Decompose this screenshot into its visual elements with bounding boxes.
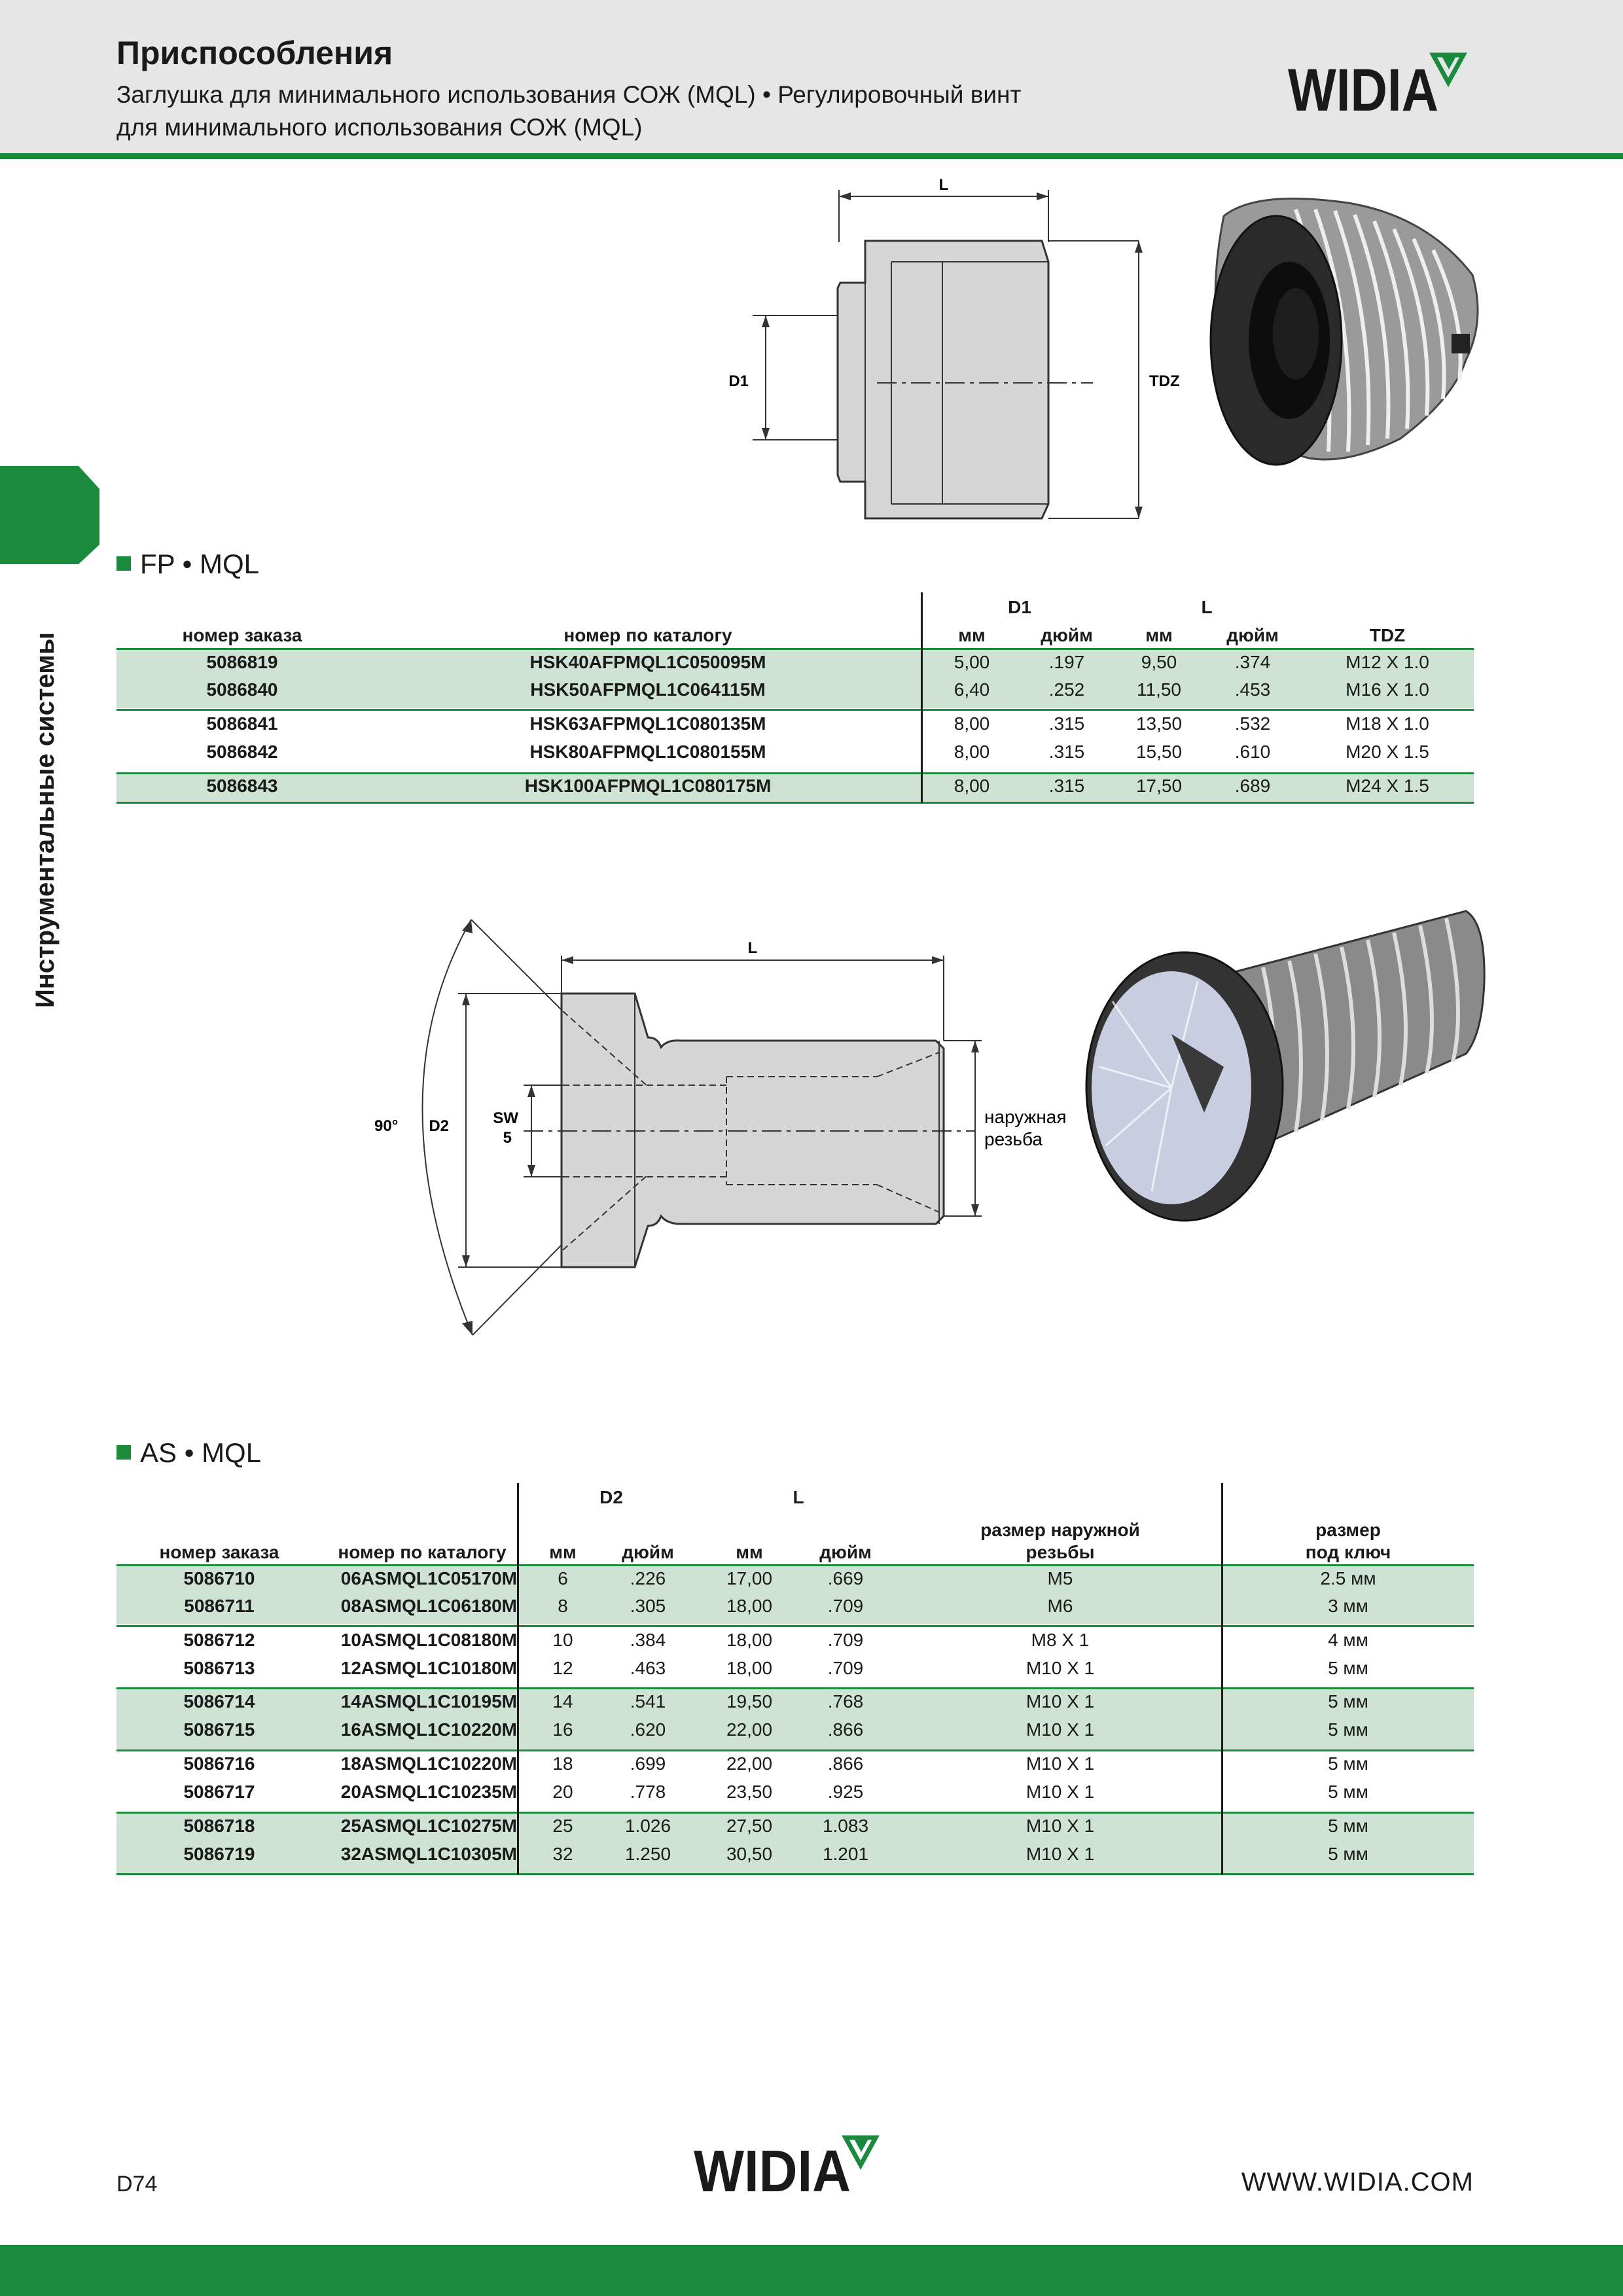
value: 18,00 [726, 1630, 773, 1650]
value: .689 [1234, 776, 1271, 796]
catalog-number: 25ASMQL1C10275M [340, 1816, 517, 1836]
table2-header-thread-2: резьбы [1026, 1542, 1095, 1562]
table2-header: мм [549, 1542, 577, 1562]
order-number: 5086719 [183, 1844, 255, 1864]
value: 5 мм [1328, 1753, 1368, 1774]
order-number: 5086711 [184, 1596, 255, 1616]
catalog-number: 18ASMQL1C10220M [340, 1753, 517, 1774]
value: 5 мм [1328, 1844, 1368, 1864]
dim-label-D2: D2 [429, 1117, 449, 1135]
dim-label-D1: D1 [728, 372, 749, 390]
side-label: Инструментальные системы [31, 632, 60, 1008]
catalog-number: 12ASMQL1C10180M [340, 1658, 517, 1678]
table2-vertical-rule [517, 1483, 519, 1874]
value: .709 [827, 1596, 864, 1616]
value: 10 [552, 1630, 573, 1650]
screw-render-image [1086, 911, 1484, 1221]
table1-header: номер заказа [182, 625, 302, 645]
dim-label-angle: 90° [374, 1117, 399, 1135]
table1-title: FP • MQL [116, 548, 259, 580]
dim-label-L: L [747, 939, 758, 957]
table2-rule-bottom [116, 1873, 1474, 1875]
catalog-number: 08ASMQL1C06180M [340, 1596, 517, 1616]
table2-group-L: L [793, 1487, 804, 1507]
table2-header: мм [736, 1542, 763, 1562]
value: 8,00 [954, 742, 990, 762]
value: 8 [558, 1596, 568, 1616]
value: 12 [552, 1658, 573, 1678]
value: .709 [827, 1658, 864, 1678]
table2-rule-top [116, 1564, 1474, 1566]
table2-vertical-rule [1221, 1483, 1223, 1874]
order-number: 5086842 [206, 742, 278, 762]
value: .925 [827, 1782, 864, 1802]
section-square-icon [116, 556, 131, 571]
catalog-number: HSK63AFPMQL1C080135M [529, 713, 766, 734]
value: .778 [630, 1782, 666, 1802]
table1-vertical-rule [921, 592, 923, 803]
value: .226 [630, 1568, 666, 1588]
catalog-number: HSK40AFPMQL1C050095M [529, 652, 766, 672]
screw-drawing [327, 897, 1486, 1355]
order-number: 5086715 [183, 1719, 255, 1740]
value: .709 [827, 1630, 864, 1650]
value: 14 [552, 1691, 573, 1712]
value: 11,50 [1137, 679, 1181, 700]
value: .610 [1234, 742, 1271, 762]
value: 17,50 [1135, 776, 1183, 796]
value: .315 [1048, 713, 1085, 734]
value: 30,50 [726, 1844, 773, 1864]
footer-bar [0, 2245, 1623, 2296]
value: 9,50 [1141, 652, 1177, 672]
catalog-number: 10ASMQL1C08180M [340, 1630, 517, 1650]
dim-label-SW: SW [493, 1109, 518, 1127]
value: 5 мм [1328, 1658, 1368, 1678]
logo-text: WIDIA [1288, 57, 1438, 120]
catalog-number: 14ASMQL1C10195M [340, 1691, 517, 1712]
value: .197 [1048, 652, 1085, 672]
value: 1.250 [624, 1844, 671, 1864]
value: 23,50 [726, 1782, 773, 1802]
value: .669 [827, 1568, 864, 1588]
catalog-number: 20ASMQL1C10235M [340, 1782, 517, 1802]
table2-group-D2: D2 [599, 1487, 623, 1507]
widia-logo [1288, 42, 1484, 120]
value: 17,00 [726, 1568, 773, 1588]
table2-rule [116, 1749, 1474, 1751]
value: 18 [552, 1753, 573, 1774]
value: .315 [1048, 742, 1085, 762]
value: 15,50 [1135, 742, 1183, 762]
value: M20 X 1.5 [1346, 742, 1429, 762]
value: 19,50 [726, 1691, 773, 1712]
value: 8,00 [954, 713, 990, 734]
order-number: 5086717 [183, 1782, 255, 1802]
value: M12 X 1.0 [1346, 652, 1429, 672]
value: .315 [1048, 776, 1085, 796]
value: M10 X 1 [1026, 1782, 1095, 1802]
section-square-icon [116, 1445, 131, 1460]
dim-label-SW-value: 5 [503, 1129, 512, 1147]
order-number: 5086710 [183, 1568, 255, 1588]
catalog-number: HSK50AFPMQL1C064115M [530, 679, 766, 700]
value: .768 [827, 1691, 864, 1712]
value: .384 [630, 1630, 666, 1650]
table1-header: дюйм [1226, 625, 1279, 645]
value: 2.5 мм [1320, 1568, 1376, 1588]
value: 1.201 [822, 1844, 869, 1864]
value: .453 [1234, 679, 1271, 700]
value: M10 X 1 [1026, 1844, 1095, 1864]
table2-header: номер по каталогу [338, 1542, 507, 1562]
table2-rule [116, 1687, 1474, 1689]
value: 25 [552, 1816, 573, 1836]
plug-drawing [720, 164, 1492, 530]
value: 1.026 [624, 1816, 671, 1836]
value: 22,00 [726, 1753, 773, 1774]
value: M24 X 1.5 [1346, 776, 1429, 796]
value: 4 мм [1328, 1630, 1368, 1650]
plug-render-image [1211, 198, 1478, 465]
dim-label-thread-2: резьба [984, 1129, 1043, 1149]
table2-header: дюйм [622, 1542, 674, 1562]
dim-label-thread-1: наружная [984, 1107, 1067, 1127]
order-number: 5086819 [206, 652, 278, 672]
catalog-number: 16ASMQL1C10220M [340, 1719, 517, 1740]
value: 1.083 [822, 1816, 869, 1836]
subtitle-line-1: Заглушка для минимального использования СОЖ (MQL) • Регулировочный винт [116, 81, 1022, 108]
catalog-number: HSK100AFPMQL1C080175M [524, 776, 772, 796]
table1-header: мм [958, 625, 986, 645]
value: 3 мм [1328, 1596, 1368, 1616]
value: 20 [552, 1782, 573, 1802]
value: 32 [552, 1844, 573, 1864]
value: 16 [552, 1719, 573, 1740]
value: 13,50 [1135, 713, 1183, 734]
table2-rule [116, 1625, 1474, 1627]
value: 18,00 [726, 1596, 773, 1616]
value: M6 [1047, 1596, 1073, 1616]
table2-title: AS • MQL [116, 1437, 261, 1469]
page-number: D74 [116, 2172, 158, 2197]
value: 8,00 [954, 776, 990, 796]
footer-widia-logo [694, 2127, 903, 2199]
value: 27,50 [726, 1816, 773, 1836]
value: 5 мм [1328, 1719, 1368, 1740]
subtitle-line-2: для минимального использования СОЖ (MQL) [116, 114, 643, 141]
value: .374 [1234, 652, 1271, 672]
table2-header-thread-1: размер наружной [980, 1520, 1140, 1540]
value: M18 X 1.0 [1346, 713, 1429, 734]
page-subtitle [116, 79, 1021, 144]
order-number: 5086841 [206, 713, 278, 734]
order-number: 5086840 [206, 679, 278, 700]
value: 6 [558, 1568, 568, 1588]
table1-group-L: L [1201, 597, 1213, 617]
value: .463 [630, 1658, 666, 1678]
website-link[interactable]: WWW.WIDIA.COM [1241, 2168, 1474, 2197]
value: .532 [1234, 713, 1271, 734]
value: M16 X 1.0 [1346, 679, 1429, 700]
table1-header: TDZ [1369, 625, 1406, 645]
order-number: 5086843 [206, 776, 278, 796]
table2-header-key-2: под ключ [1305, 1542, 1391, 1562]
order-number: 5086713 [183, 1658, 255, 1678]
value: .252 [1048, 679, 1085, 700]
table1-header: номер по каталогу [563, 625, 732, 645]
value: 5 мм [1328, 1782, 1368, 1802]
footer-logo-text: WIDIA [694, 2139, 851, 2199]
value: 5 мм [1328, 1816, 1368, 1836]
order-number: 5086716 [183, 1753, 255, 1774]
side-tab [0, 466, 99, 564]
page-title: Приспособления [116, 35, 393, 71]
table1-rule-2 [116, 772, 1474, 774]
table2-header-key-1: размер [1315, 1520, 1381, 1540]
value: M10 X 1 [1026, 1658, 1095, 1678]
value: M10 X 1 [1026, 1753, 1095, 1774]
table2-header: дюйм [819, 1542, 872, 1562]
value: 18,00 [726, 1658, 773, 1678]
value: M5 [1047, 1568, 1073, 1588]
order-number: 5086718 [183, 1816, 255, 1836]
value: .305 [630, 1596, 666, 1616]
value: .541 [630, 1691, 666, 1712]
catalog-number: 06ASMQL1C05170M [340, 1568, 517, 1588]
table1-header: дюйм [1041, 625, 1093, 645]
value: .620 [630, 1719, 666, 1740]
catalog-number: 32ASMQL1C10305M [340, 1844, 517, 1864]
table2-header: номер заказа [159, 1542, 279, 1562]
value: M10 X 1 [1026, 1816, 1095, 1836]
dim-label-TDZ: TDZ [1149, 372, 1180, 390]
value: 22,00 [726, 1719, 773, 1740]
value: .699 [630, 1753, 666, 1774]
table1-rule-top [116, 648, 1474, 650]
value: 5,00 [954, 652, 990, 672]
value: M8 X 1 [1031, 1630, 1090, 1650]
table1-rule-bottom [116, 802, 1474, 804]
value: .866 [827, 1719, 864, 1740]
value: M10 X 1 [1026, 1691, 1095, 1712]
catalog-number: HSK80AFPMQL1C080155M [529, 742, 766, 762]
dim-label-L: L [938, 176, 949, 194]
table1-group-D1: D1 [1008, 597, 1031, 617]
order-number: 5086712 [183, 1630, 255, 1650]
value: .866 [827, 1753, 864, 1774]
value: 5 мм [1328, 1691, 1368, 1712]
order-number: 5086714 [183, 1691, 255, 1712]
header-divider [0, 153, 1623, 159]
table2-rule [116, 1812, 1474, 1814]
table1-rule-1 [116, 709, 1474, 711]
table1-header: мм [1145, 625, 1173, 645]
value: 6,40 [954, 679, 990, 700]
value: M10 X 1 [1026, 1719, 1095, 1740]
